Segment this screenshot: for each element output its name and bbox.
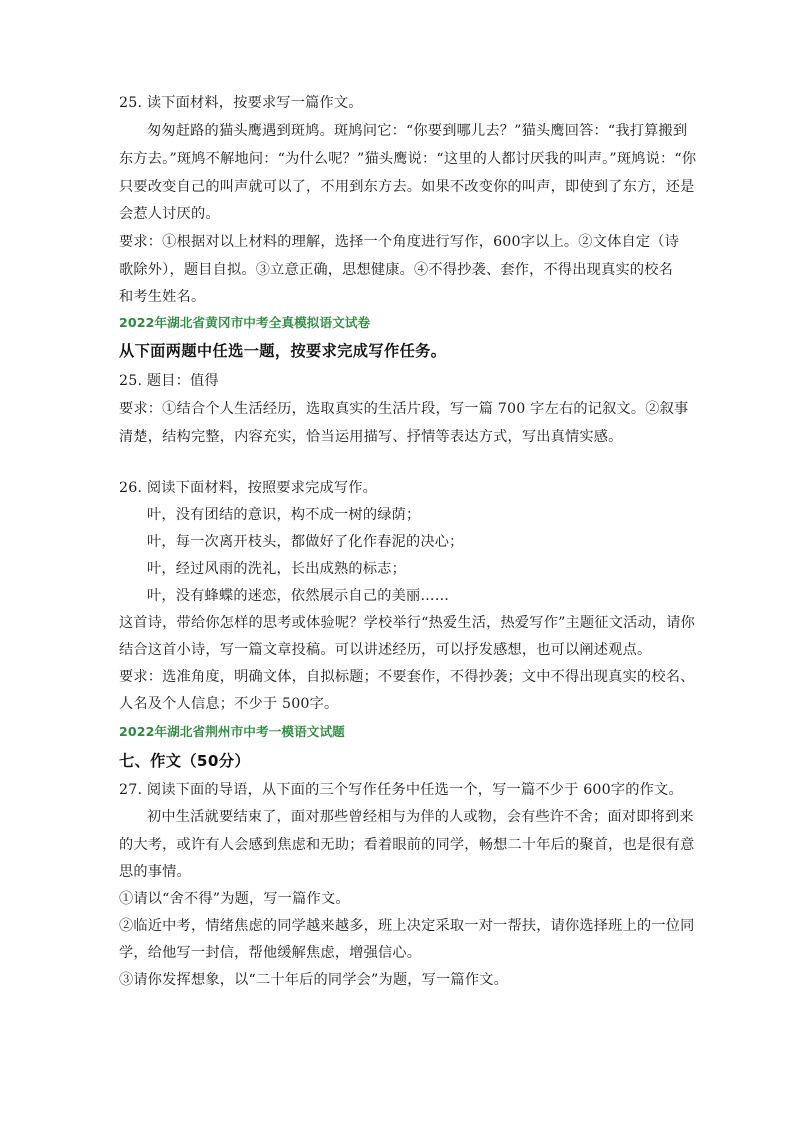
section-heading: 从下面两题中任选一题，按要求完成写作任务。 [119,342,447,360]
question-25-prompt: 25. 读下面材料，按要求写一篇作文。 [119,95,363,111]
section-heading: 七、作文（50分） [119,752,251,770]
question-25-title: 25. 题目：值得 [119,373,219,389]
task-option-1: ①请以“舍不得”为题，写一篇作文。 [119,891,350,907]
poem-line: 叶，经过风雨的洗礼，长出成熟的标志； [147,561,406,577]
exam-source-title: 2022年湖北省荆州市中考一模语文试题 [119,724,345,739]
requirement-line: 清楚，结构完整，内容充实，恰当运用描写、抒情等表达方式，写出真情实感。 [119,429,623,445]
requirement-line: 人名及个人信息；不少于 500字。 [119,696,339,712]
exam-source-title: 2022年湖北省黄冈市中考全真模拟语文试卷 [119,315,371,330]
poem-line: 叶，每一次离开枝头，都做好了化作春泥的决心； [147,534,464,550]
requirement-line: 要求：选准角度，明确文体，自拟标题；不要套作，不得抄袭；文中不得出现真实的校名、 [119,669,695,685]
guide-line: 思的事情。 [119,864,191,880]
material-line: 匆匆赶路的猫头鹰遇到斑鸠。斑鸠问它：“你要到哪儿去？”猫头鹰回答：“我打算搬到 [147,123,688,139]
material-line: 东方去。”斑鸠不解地问：“为什么呢？”猫头鹰说：“这里的人都讨厌我的叫声。”斑鸠说：“你 [119,151,697,167]
task-option-2-cont: 学，给他写一封信，帮他缓解焦虑，增强信心。 [119,945,422,961]
guide-line: 的大考，或许有人会感到焦虑和无助；看着眼前的同学，畅想二十年后的聚首，也是很有意 [119,837,695,853]
task-option-2: ②临近中考，情绪焦虑的同学越来越多，班上决定采取一对一帮扶，请你选择班上的一位同 [119,918,695,934]
task-option-3: ③请你发挥想象，以“二十年后的同学会”为题，写一篇作文。 [119,972,508,988]
material-line: 只要改变自己的叫声就可以了，不用到东方去。如果不改变你的叫声，即使到了东方，还是 [119,179,695,195]
question-26-prompt: 26. 阅读下面材料，按照要求完成写作。 [119,480,378,496]
poem-line: 叶，没有蜂蝶的迷恋，依然展示自己的美丽…… [147,588,450,604]
task-line: 结合这首小诗，写一篇文章投稿。可以讲述经历，可以抒发感想，也可以阐述观点。 [119,642,652,658]
material-line: 会惹人讨厌的。 [119,206,220,222]
poem-line: 叶，没有团结的意识，构不成一树的绿荫； [147,507,421,523]
guide-line: 初中生活就要结束了，面对那些曾经相与为伴的人或物，会有些许不舍；面对即将到来 [147,809,694,825]
requirement-line: 要求：①结合个人生活经历，选取真实的生活片段，写一篇 700 字左右的记叙文。②叙事 [119,401,689,417]
requirement-line: 和考生姓名。 [119,289,206,305]
requirement-line: 要求：①根据对以上材料的理解，选择一个角度进行写作，600字以上。②文体自定（诗 [119,234,680,250]
task-line: 这首诗，带给你怎样的思考或体验呢？学校举行“热爱生活，热爱写作”主题征文活动，请你 [119,615,696,631]
requirement-line: 歌除外），题目自拟。③立意正确，思想健康。④不得抄袭、套作，不得出现真实的校名 [119,262,674,278]
question-27-prompt: 27. 阅读下面的导语，从下面的三个写作任务中任选一个，写一篇不少于 600字的作文。 [119,782,683,798]
